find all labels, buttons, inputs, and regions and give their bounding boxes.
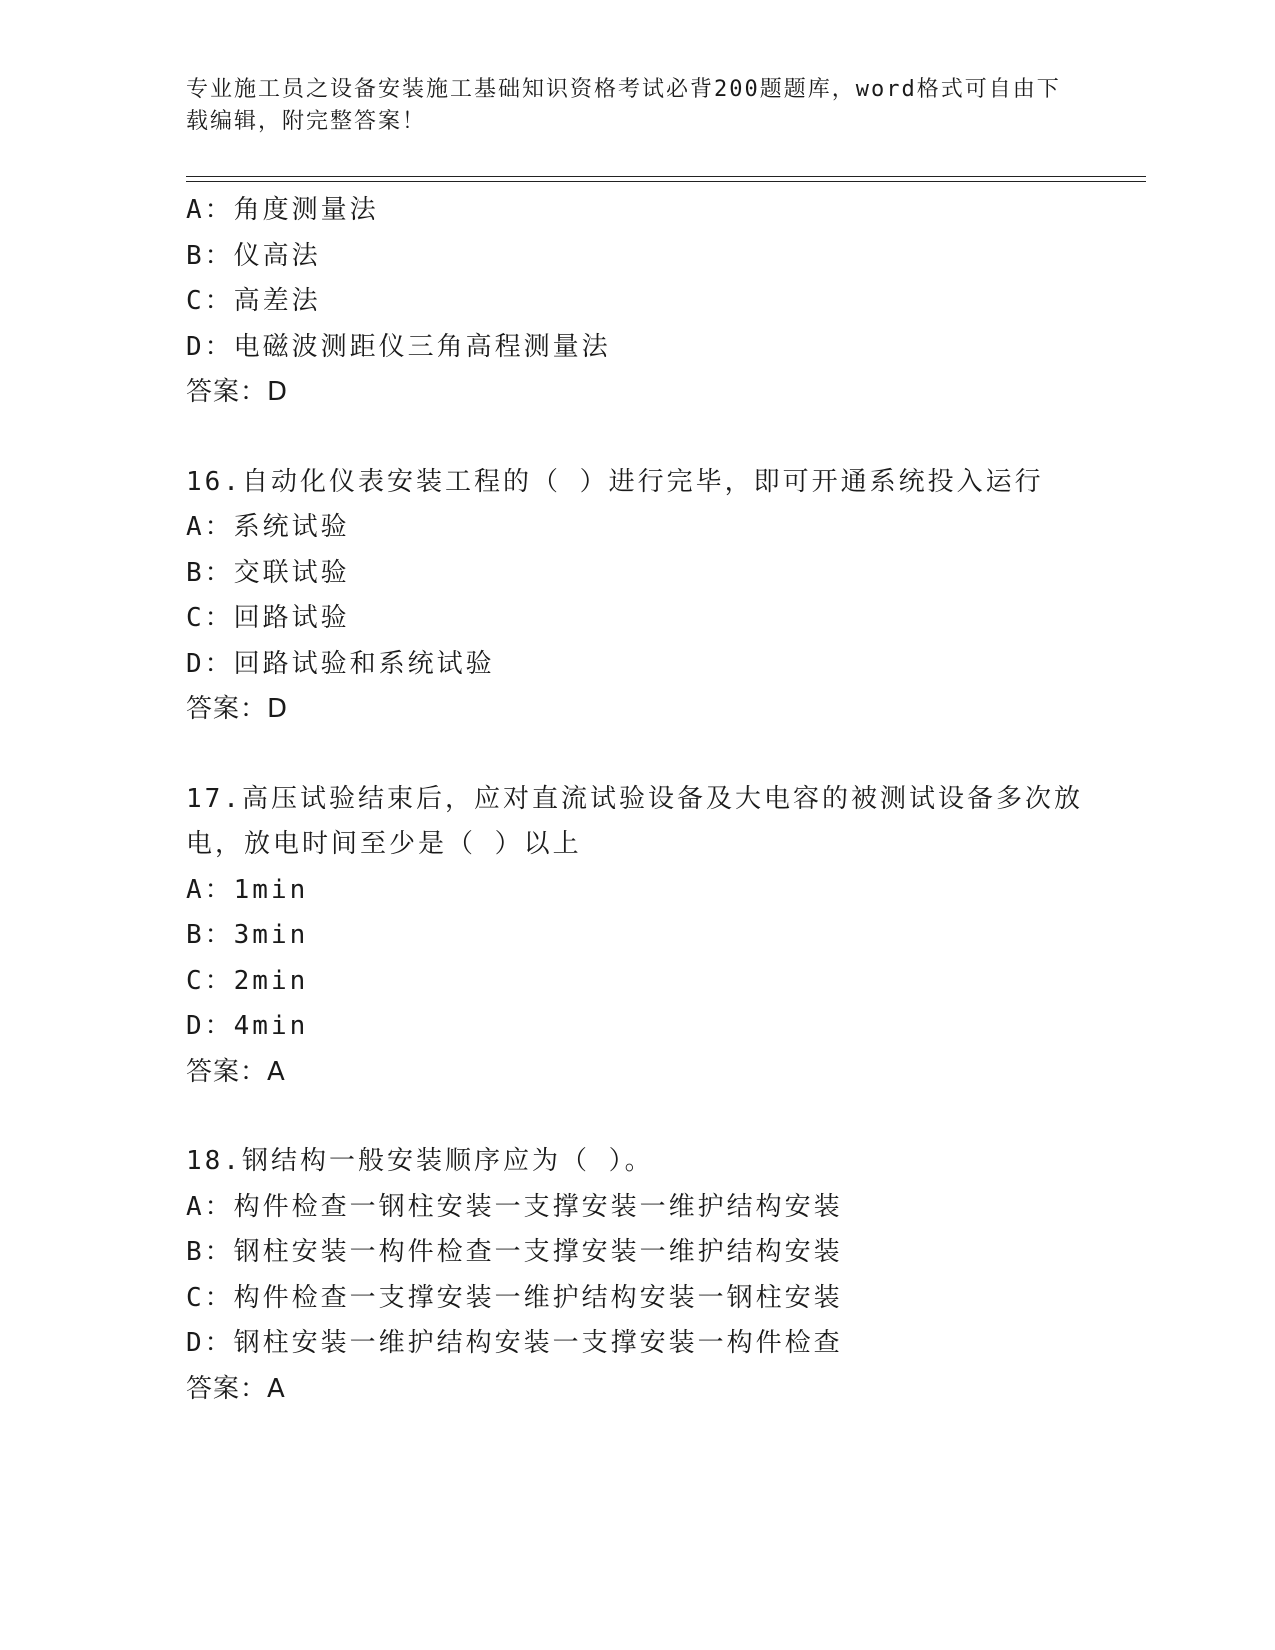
header-divider-top — [186, 176, 1146, 177]
option-b: B：3min — [186, 920, 309, 950]
option-d: D：电磁波测距仪三角高程测量法 — [186, 331, 611, 362]
question-text: 17.高压试验结束后，应对直流试验设备及大电容的被测试设备多次放电，放电时间至少是（ ）以上 — [186, 783, 1083, 859]
question-block-17 — [186, 777, 1086, 1096]
option-c: C：2min — [186, 965, 309, 996]
question-text: 18.钢结构一般安装顺序应为（ ）。 — [186, 1146, 654, 1176]
option-d: D：回路试验和系统试验 — [186, 648, 495, 679]
question-text: 16.自动化仪表安装工程的（ ）进行完毕，即可开通系统投入运行 — [186, 466, 1044, 497]
option-a: A：系统试验 — [186, 512, 350, 542]
option-a: A：角度测量法 — [186, 195, 379, 225]
answer-line: 答案：A — [186, 1056, 286, 1087]
option-c: C：回路试验 — [186, 603, 350, 633]
document-header: 专业施工员之设备安装施工基础知识资格考试必背200题题库，word格式可自由下载编辑，附完整答案！ — [186, 77, 1061, 134]
question-list — [186, 188, 1086, 1412]
answer-line: 答案：D — [186, 377, 289, 407]
question-block-18 — [186, 1139, 1086, 1412]
answer-line: 答案：A — [186, 1373, 286, 1404]
option-a: A：1min — [186, 874, 309, 905]
question-block-16 — [186, 460, 1086, 733]
option-d: D：4min — [186, 1011, 309, 1041]
option-d: D：钢柱安装一维护结构安装一支撑安装一构件检查 — [186, 1328, 843, 1358]
option-c: C：高差法 — [186, 286, 321, 316]
option-b: B：钢柱安装一构件检查一支撑安装一维护结构安装 — [186, 1237, 843, 1267]
question-block-15 — [186, 188, 1086, 416]
header-divider-bottom — [186, 181, 1146, 182]
answer-line: 答案：D — [186, 694, 289, 724]
option-b: B：仪高法 — [186, 240, 321, 271]
option-b: B：交联试验 — [186, 557, 350, 588]
option-c: C：构件检查一支撑安装一维护结构安装一钢柱安装 — [186, 1282, 843, 1313]
option-a: A：构件检查一钢柱安装一支撑安装一维护结构安装 — [186, 1191, 843, 1222]
